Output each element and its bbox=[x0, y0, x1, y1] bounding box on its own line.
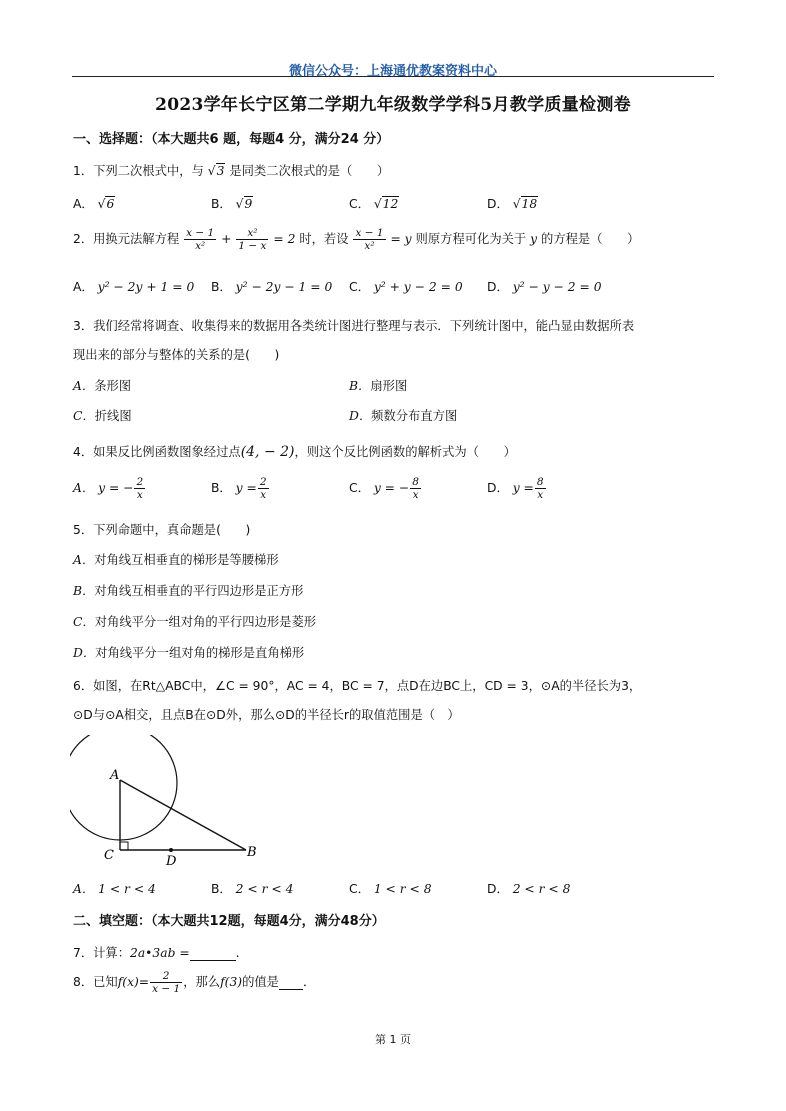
label-c: C bbox=[104, 848, 114, 863]
q6-option-a: A． 1 < r < 4 bbox=[73, 882, 156, 896]
q6-option-c: C． 1 < r < 8 bbox=[349, 882, 432, 896]
q7-answer-blank[interactable] bbox=[190, 946, 236, 961]
question-3-line-2: 现出来的部分与整体的关系的是( ) bbox=[73, 348, 280, 362]
q1-option-d: D． √18 bbox=[487, 197, 538, 211]
q1-option-a: A． √6 bbox=[73, 197, 115, 211]
q2-option-d: D． y² − y − 2 = 0 bbox=[487, 280, 602, 294]
circle-a bbox=[70, 735, 177, 840]
q6-option-b: B． 2 < r < 4 bbox=[211, 882, 294, 896]
question-6-line-1: 6．如图，在Rt△ABC中，∠C = 90°，AC = 4，BC = 7，点D在边BC上，CD = 3，⊙A的半径长为3， bbox=[73, 679, 642, 693]
q4-option-d: D． y = $\frac{8}{x}$ bbox=[487, 476, 544, 501]
wechat-header: 微信公众号：上海通优教案资料中心 bbox=[288, 64, 497, 79]
q1-option-b: B． √9 bbox=[211, 197, 253, 211]
q2-option-a: A． y² − 2y + 1 = 0 bbox=[73, 280, 195, 294]
q5-option-a: A．对角线互相垂直的梯形是等腰梯形 bbox=[73, 553, 279, 567]
q2-fraction-3: $\frac{x - 1}{\text{x²}}$ bbox=[355, 227, 384, 252]
page-title: 2023学年长宁区第二学期九年级数学学科5月教学质量检测卷 bbox=[155, 95, 631, 115]
q2-option-c: C． y² + y − 2 = 0 bbox=[349, 280, 463, 294]
question-5-stem: 5．下列命题中，真命题是( ) bbox=[73, 523, 251, 537]
q1-option-c: C． √12 bbox=[349, 197, 399, 211]
point-d bbox=[169, 848, 173, 852]
question-6-line-2: ⊙D与⊙A相交，且点B在⊙D外，那么⊙D的半径长r的取值范围是（ ） bbox=[73, 708, 460, 722]
q6-geometry-figure bbox=[70, 735, 270, 870]
q1-text-b: 是同类二次根式的是（ ） bbox=[229, 164, 390, 178]
q4-option-b: B． y = $\frac{2}{x}$ bbox=[211, 476, 267, 501]
q2-fraction-1: $\frac{x - 1}{\text{x²}}$ bbox=[186, 227, 215, 252]
right-angle-mark bbox=[120, 842, 128, 850]
question-8: 8．已知f(x)= $\frac{2}{x - 1}$ ，那么f(3)的值是 ． bbox=[73, 970, 316, 995]
question-1-stem bbox=[73, 161, 389, 179]
q3-option-b: B．扇形图 bbox=[349, 379, 408, 393]
segment-ab bbox=[120, 780, 246, 850]
q6-option-d: D． 2 < r < 8 bbox=[487, 882, 571, 896]
q3-option-c: C．折线图 bbox=[73, 409, 132, 423]
question-7: 7．计算：2a•3ab = . bbox=[73, 946, 240, 960]
question-4-stem: 4．如果反比例函数图象经过点(4, − 2)，则这个反比例函数的解析式为（ ） bbox=[73, 444, 516, 460]
label-d: D bbox=[166, 854, 177, 869]
q3-option-a: A．条形图 bbox=[73, 379, 132, 393]
q5-option-b: B．对角线互相垂直的平行四边形是正方形 bbox=[73, 584, 304, 598]
page-number: 第 1 页 bbox=[375, 1033, 411, 1046]
q5-option-c: C．对角线平分一组对角的平行四边形是菱形 bbox=[73, 615, 317, 629]
q1-text-a: 1．下列二次根式中，与 bbox=[73, 164, 204, 178]
q4-option-c: C． y = − $\frac{8}{x}$ bbox=[349, 476, 419, 501]
q8-answer-blank[interactable] bbox=[279, 975, 303, 990]
q2-option-b: B． y² − 2y − 1 = 0 bbox=[211, 280, 333, 294]
q3-option-d: D．频数分布直方图 bbox=[349, 409, 458, 423]
question-2-stem: 2．用换元法解方程 $\frac{x - 1}{\text{x²}}$ + $\frac{\text{x²}}{1 - x}$ = 2 时，若设 $\frac{x - 1}{\text{x²}}$ = y 则原方程可化为关于 y 的方程是（ ） bbox=[73, 227, 640, 252]
q2-fraction-2: $\frac{\text{x²}}{1 - x}$ bbox=[238, 227, 267, 252]
q1-radical: √3 bbox=[207, 164, 225, 178]
q4-option-a: A． y = − $\frac{2}{x}$ bbox=[73, 476, 144, 501]
header-divider bbox=[72, 76, 714, 77]
section-2-heading: 二、填空题：（本大题共12题，每题4分，满分48分） bbox=[73, 914, 385, 929]
label-a: A bbox=[110, 768, 120, 783]
section-1-heading: 一、选择题：（本大题共6 题，每题4 分，满分24 分） bbox=[73, 132, 390, 147]
label-b: B bbox=[247, 845, 257, 860]
q5-option-d: D．对角线平分一组对角的梯形是直角梯形 bbox=[73, 646, 305, 660]
question-3-line-1: 3．我们经常将调查、收集得来的数据用各类统计图进行整理与表示．下列统计图中，能凸显由数据所表 bbox=[73, 319, 635, 333]
